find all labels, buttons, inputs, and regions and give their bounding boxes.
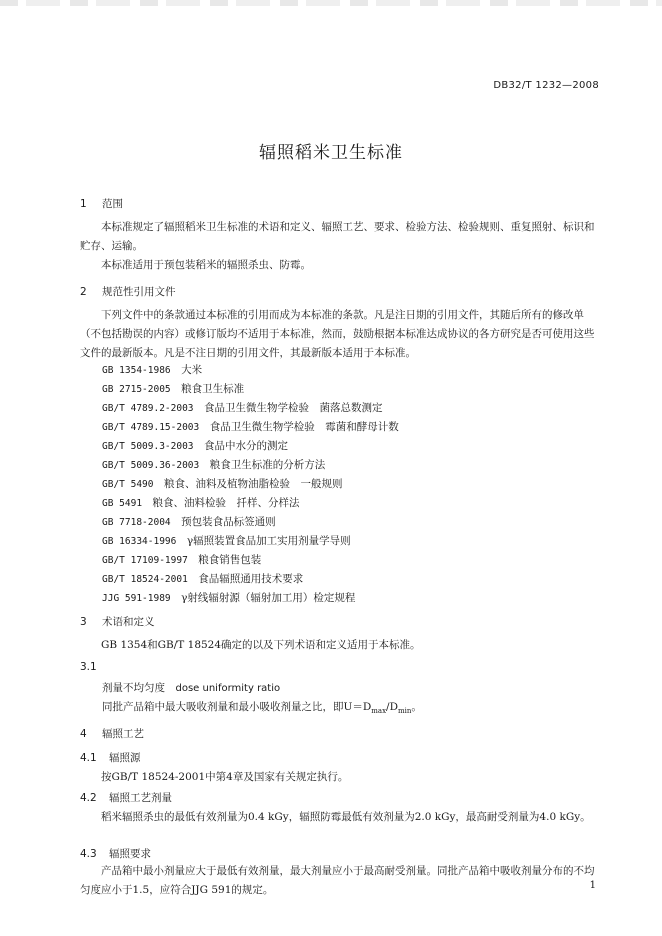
section-2-intro: 下列文件中的条款通过本标准的引用而成为本标准的条款。凡是注日期的引用文件，其随后所有的修改单（不包括勘误的内容）或修订版均不适用于本标准，然而，鼓励根据本标准达成协议的各方研究是否可使用这些文件的最新版本。凡是不注日期的引用文件，其最新版本适用于本标准。 (80, 309, 595, 359)
subsection-3-1-number: 3.1 (80, 661, 97, 673)
section-number: 2 (80, 286, 87, 298)
subsection-number: 4.3 (80, 848, 97, 860)
reference-name: 大米 (181, 364, 203, 376)
subsection-number: 4.2 (80, 792, 97, 804)
section-3-heading (80, 614, 155, 629)
subsection-4-2-heading (80, 790, 172, 805)
subsection-4-1-heading (80, 750, 141, 765)
reference-name: 粮食、油料及植物油脂检验 一般规则 (163, 478, 343, 490)
reference-code: GB 7718-2004 (102, 517, 171, 528)
section-title: 辐照工艺 (102, 728, 144, 740)
section-3-intro: GB 1354和GB/T 18524确定的以及下列术语和定义适用于本标准。 (101, 639, 421, 651)
reference-code: GB/T 5009.36-2003 (102, 460, 200, 471)
reference-name: 粮食销售包装 (198, 554, 262, 566)
reference-item (102, 571, 303, 586)
reference-item (102, 400, 383, 415)
definition-text: 同批产品箱中最大吸收剂量和最小吸收剂量之比，即U＝D (102, 701, 372, 713)
reference-name: 食品卫生微生物学检验 霉菌和酵母计数 (209, 421, 399, 433)
reference-code: GB/T 5009.3-2003 (102, 441, 194, 452)
subscript-max: max (371, 707, 387, 716)
subsection-4-3-heading (80, 846, 151, 861)
reference-item (102, 533, 351, 548)
subscript-min: min (398, 707, 412, 716)
reference-name: 食品卫生微生物学检验 菌落总数测定 (204, 402, 383, 414)
subsection-4-3-text: 产品箱中最小剂量应大于最低有效剂量，最大剂量应小于最高耐受剂量。同批产品箱中吸收剂量分布的不均匀度应小于1.5，应符合JJG 591的规定。 (80, 865, 595, 896)
section-1-heading (80, 196, 123, 211)
reference-name: 预包装食品标签通则 (181, 516, 276, 528)
subsection-4-1-text: 按GB/T 18524-2001中第4章及国家有关规定执行。 (101, 771, 349, 783)
section-number: 4 (80, 728, 87, 740)
reference-item (102, 419, 399, 434)
reference-code: GB/T 5490 (102, 479, 154, 490)
reference-code: GB 5491 (102, 498, 143, 509)
section-1-paragraph-1: 本标准规定了辐照稻米卫生标准的术语和定义、辐照工艺、要求、检验方法、检验规则、重复照射、标识和贮存、运输。 (80, 221, 595, 252)
page-number: 1 (589, 880, 596, 891)
subsection-4-2-text: 稻米辐照杀虫的最低有效剂量为0.4 kGy，辐照防霉最低有效剂量为2.0 kGy，最高耐受剂量为4.0 kGy。 (101, 811, 591, 823)
section-title: 范围 (102, 198, 123, 210)
standard-code: DB32/T 1232—2008 (493, 80, 599, 91)
reference-code: GB/T 17109-1997 (102, 555, 188, 566)
subsection-number: 4.1 (80, 752, 97, 764)
section-title: 规范性引用文件 (102, 286, 176, 298)
reference-name: γ射线辐射源（辐射加工用）检定规程 (181, 592, 356, 604)
section-number: 3 (80, 616, 87, 628)
definition-text: /D (386, 701, 399, 713)
scan-edge-artifact (0, 0, 662, 6)
section-1-paragraph-2: 本标准适用于预包装稻米的辐照杀虫、防霉。 (101, 259, 311, 271)
reference-code: GB/T 4789.15-2003 (102, 422, 200, 433)
reference-code: GB/T 4789.2-2003 (102, 403, 194, 414)
reference-item (102, 590, 355, 605)
reference-code: GB 2715-2005 (102, 384, 171, 395)
reference-name: 食品辐照通用技术要求 (198, 573, 304, 585)
term-chinese: 剂量不均匀度 (102, 682, 165, 694)
section-title: 术语和定义 (102, 616, 155, 628)
reference-item (102, 457, 325, 472)
reference-item (102, 438, 288, 453)
term-entry (102, 680, 280, 695)
section-4-heading (80, 726, 144, 741)
reference-name: 粮食卫生标准 (181, 383, 245, 395)
reference-code: GB/T 18524-2001 (102, 574, 188, 585)
reference-name: 粮食、油料检验 扦样、分样法 (152, 497, 300, 509)
term-definition (102, 699, 422, 715)
section-2-heading (80, 284, 176, 299)
reference-item (102, 362, 202, 377)
subsection-title: 辐照工艺剂量 (109, 792, 172, 804)
reference-name: 粮食卫生标准的分析方法 (209, 459, 326, 471)
reference-name: γ辐照装置食品加工实用剂量学导则 (186, 535, 351, 547)
subsection-title: 辐照要求 (109, 848, 151, 860)
reference-item (102, 495, 300, 510)
reference-name: 食品中水分的测定 (204, 440, 289, 452)
term-english: dose uniformity ratio (175, 683, 281, 694)
subsection-title: 辐照源 (109, 752, 141, 764)
reference-item (102, 476, 342, 491)
page-title: 辐照稻米卫生标准 (259, 143, 403, 163)
reference-item (102, 552, 261, 567)
reference-code: GB 16334-1996 (102, 536, 177, 547)
reference-item (102, 381, 244, 396)
definition-text: 。 (411, 701, 422, 713)
reference-code: GB 1354-1986 (102, 365, 171, 376)
section-number: 1 (80, 198, 87, 210)
reference-code: JJG 591-1989 (102, 593, 171, 604)
reference-item (102, 514, 276, 529)
